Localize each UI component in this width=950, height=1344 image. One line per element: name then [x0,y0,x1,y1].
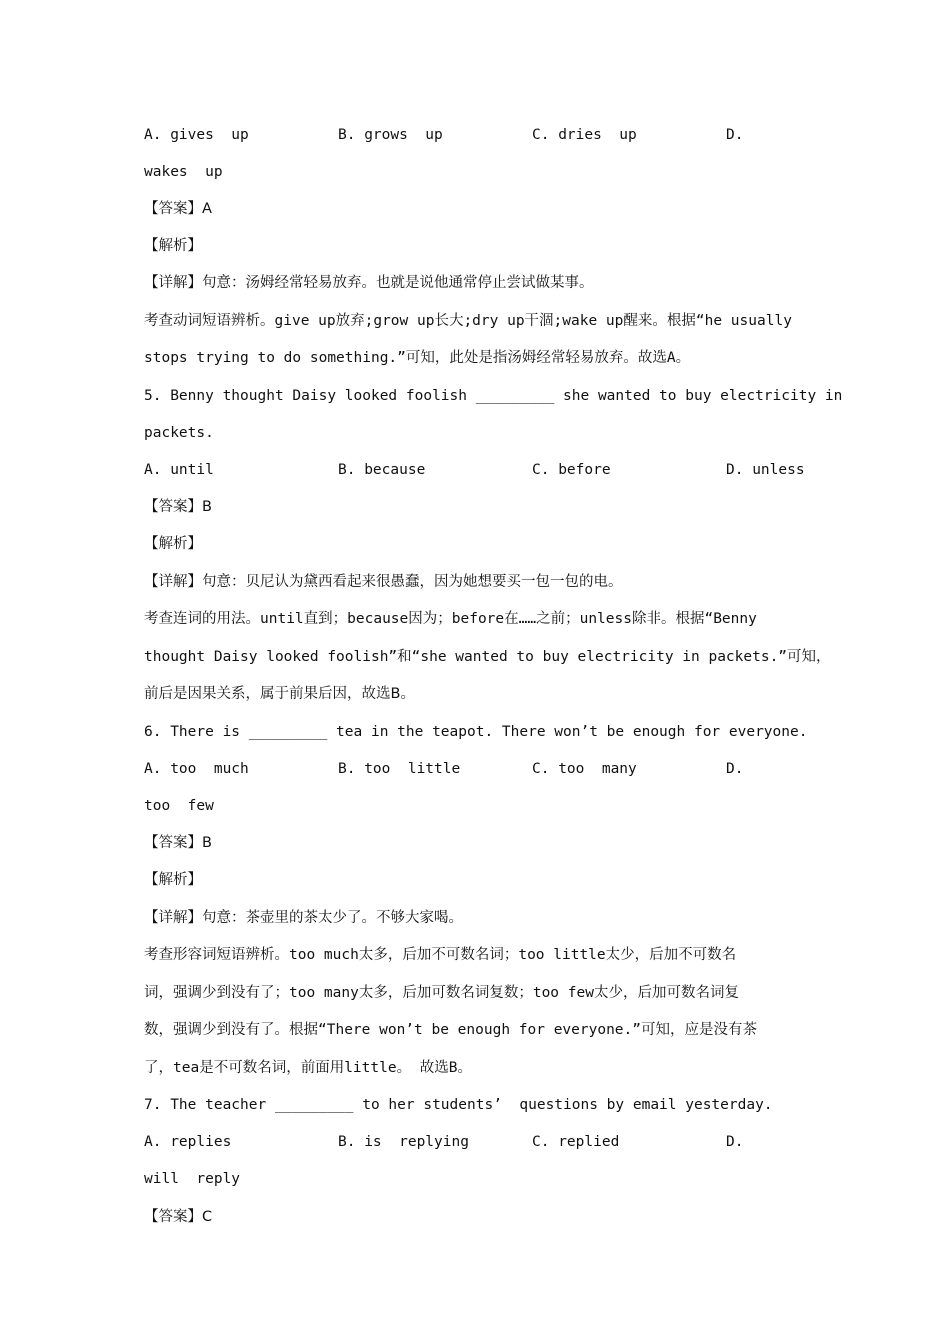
q4-explanation-line-2: stops trying to do something.”可知，此处是指汤姆经常轻易放弃。故选A。 [144,350,691,366]
q7-answer: 【答案】C [144,1209,213,1225]
q6-explanation-line-2: 词，强调少到没有了；too many太多，后加可数名词复数；too few太少，后加可数名词复 [144,985,739,1001]
q5-answer: 【答案】B [144,499,212,515]
q7-option-d: D. [726,1134,744,1150]
q6-answer: 【答案】B [144,835,212,851]
q6-explanation-line-4: 了，tea是不可数名词，前面用little。 故选B。 [144,1060,473,1076]
q7-option-a: A. replies [144,1134,232,1150]
q5-stem-line-1: 5. Benny thought Daisy looked foolish _________ she wanted to buy electricity in [144,388,843,404]
q5-explanation-line-3: 前后是因果关系，属于前果后因，故选B。 [144,686,415,702]
q5-explanation-line-2: thought Daisy looked foolish”和“she wanted to buy electricity in packets.”可知， [144,649,831,665]
q4-option-d: D. [726,127,744,143]
q5-option-b: B. because [338,462,426,478]
q4-analysis-heading: 【解析】 [144,238,202,254]
q5-option-d: D. unless [726,462,805,478]
q7-option-d-continued: will reply [144,1171,241,1187]
q4-option-b: B. grows up [338,127,443,143]
q6-option-b: B. too little [338,761,461,777]
q6-stem-line-1: 6. There is _________ tea in the teapot. There won’t be enough for everyone. [144,724,808,740]
q6-option-c: C. too many [532,761,637,777]
q7-option-b: B. is replying [338,1134,469,1150]
q4-option-d-continued: wakes up [144,164,223,180]
q5-detail: 【详解】句意：贝尼认为黛西看起来很愚蠢，因为她想要买一包一包的电。 [144,574,623,590]
q4-explanation-line-1: 考查动词短语辨析。give up放弃;grow up长大;dry up干涸;wake up醒来。根据“he usually [144,313,792,329]
q5-analysis-heading: 【解析】 [144,536,202,552]
q6-explanation-line-1: 考查形容词短语辨析。too much太多，后加不可数名词；too little太少，后加不可数名 [144,947,737,963]
q7-stem-line-1: 7. The teacher _________ to her students’ questions by email yesterday. [144,1097,773,1113]
q6-detail: 【详解】句意：茶壶里的茶太少了。不够大家喝。 [144,910,463,926]
q6-option-d-continued: too few [144,798,214,814]
q5-option-c: C. before [532,462,611,478]
q7-option-c: C. replied [532,1134,620,1150]
q4-detail: 【详解】句意：汤姆经常轻易放弃。也就是说他通常停止尝试做某事。 [144,275,594,291]
q4-option-a: A. gives up [144,127,249,143]
q5-explanation-line-1: 考查连词的用法。until直到；because因为；before在……之前；unless除非。根据“Benny [144,611,757,627]
q6-option-d: D. [726,761,744,777]
q6-analysis-heading: 【解析】 [144,872,202,888]
q6-explanation-line-3: 数，强调少到没有了。根据“There won’t be enough for everyone.”可知，应是没有茶 [144,1022,757,1038]
q6-option-a: A. too much [144,761,249,777]
q5-stem-line-2: packets. [144,425,214,441]
q5-option-a: A. until [144,462,214,478]
q4-answer: 【答案】A [144,201,212,217]
q4-option-c: C. dries up [532,127,637,143]
